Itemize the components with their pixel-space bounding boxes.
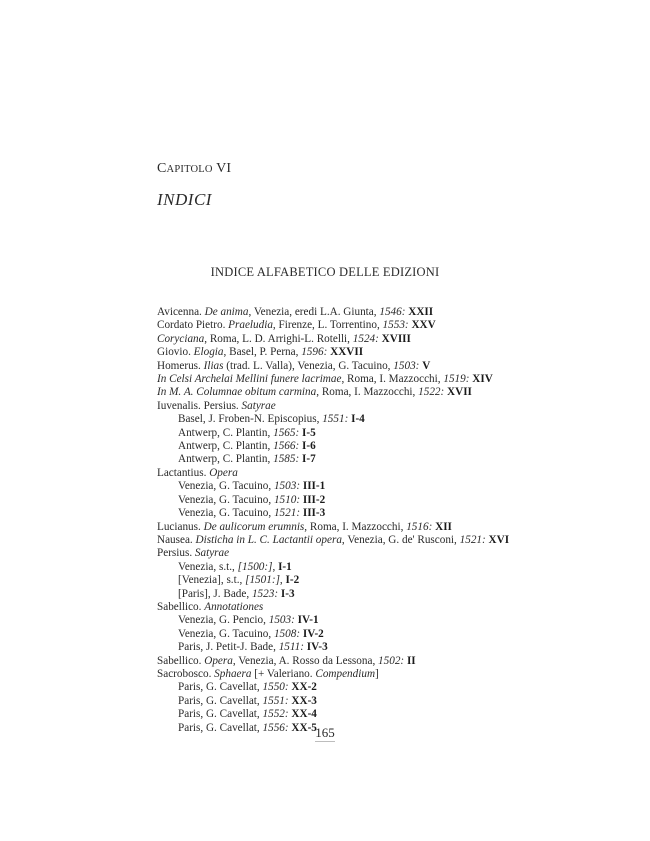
italic-text: 1553:: [382, 319, 409, 332]
entry-text: Venezia, G. Pencio,: [178, 614, 269, 627]
italic-text: 1511:: [278, 641, 304, 654]
italic-text: 1550:: [262, 681, 289, 694]
italic-text: 1566:: [273, 440, 300, 453]
italic-text: In Celsi Archelai Mellini funere lacrimae: [157, 373, 342, 386]
chapter-title: INDICI: [157, 190, 212, 209]
catalog-reference: XVII: [447, 386, 472, 399]
index-entry: [157, 360, 497, 373]
italic-text: De aulicorum erumnis: [203, 520, 305, 533]
entry-text: (trad. L. Valla), Venezia, G. Tacuino,: [223, 359, 394, 372]
catalog-reference: I-3: [280, 587, 295, 600]
index-entry: [157, 533, 510, 547]
italic-text: 1503:: [273, 480, 301, 493]
catalog-reference: III-2: [302, 493, 326, 506]
index-entry: [157, 386, 497, 399]
italic-text: 1516:: [406, 520, 433, 533]
catalog-reference: XIV: [472, 373, 493, 386]
index-subentry: [157, 628, 497, 641]
catalog-reference: II: [406, 654, 416, 667]
index-subentry: [157, 440, 497, 453]
catalog-reference: XXV: [411, 319, 436, 332]
italic-text: De anima: [204, 306, 249, 318]
index-entry: [157, 668, 497, 681]
index-entry: [157, 601, 497, 614]
index-entry: [157, 521, 497, 534]
entry-text: Homerus.: [157, 359, 204, 372]
entry-text: [+ Valeriano.: [251, 667, 316, 680]
section-title: INDICE ALFABETICO DELLE EDIZIONI: [210, 265, 440, 279]
entry-text: Venezia, G. Tacuino,: [178, 627, 274, 640]
page-number-text: 165: [315, 725, 335, 740]
italic-text: 1523:: [251, 587, 279, 600]
entry-text: , Roma, I. Mazzocchi,: [341, 373, 444, 386]
italic-text: Compendium: [315, 667, 376, 680]
catalog-reference: XX-4: [291, 708, 317, 721]
index-subentry: [157, 708, 497, 721]
catalog-reference: I-1: [278, 560, 292, 573]
index-subentry: [157, 507, 497, 520]
entry-text: , Roma, I. Mazzocchi,: [316, 386, 419, 399]
catalog-reference: XXVII: [330, 346, 364, 359]
entry-text: ,: [272, 560, 279, 573]
entry-text: Antwerp, C. Plantin,: [178, 453, 274, 466]
index-entry: [157, 319, 497, 332]
italic-text: 1503:: [393, 359, 420, 372]
index-subentry: [157, 561, 497, 574]
entry-text: Lucianus.: [157, 520, 204, 533]
entry-text: , Roma, L. D. Arrighi-L. Rotelli,: [204, 332, 353, 345]
entry-text: Sabellico.: [157, 600, 205, 613]
italic-text: 1508:: [273, 627, 301, 640]
index-entry: [157, 306, 497, 319]
index-entry: [157, 547, 497, 560]
italic-text: [1500:]: [237, 560, 273, 573]
italic-text: 1502:: [378, 654, 405, 667]
entry-text: ,: [279, 574, 286, 587]
page-number: [0, 725, 650, 741]
italic-text: 1596:: [301, 346, 328, 359]
entry-text: Paris, G. Cavellat,: [178, 694, 263, 707]
italic-text: 1552:: [262, 708, 289, 721]
entry-text: Venezia, G. Tacuino,: [178, 480, 274, 493]
italic-text: Coryciana: [157, 332, 205, 345]
index-subentry: [157, 695, 497, 708]
entry-text: , Basel, P. Perna,: [223, 346, 302, 359]
catalog-reference: I-4: [351, 413, 365, 426]
entry-text: [Venezia], s.t.,: [178, 574, 246, 587]
catalog-reference: IV-1: [297, 614, 319, 627]
index-entry: [157, 400, 497, 413]
index-subentry: [157, 614, 497, 627]
entry-text: Paris, J. Petit-J. Bade,: [178, 641, 279, 654]
entry-text: ]: [375, 667, 379, 680]
italic-text: Elogia: [193, 346, 224, 359]
index-subentry: [157, 641, 497, 654]
index-entry: [157, 333, 497, 346]
catalog-reference: III-1: [302, 480, 326, 493]
italic-text: 1521:: [273, 507, 301, 520]
index-entry: [157, 655, 497, 668]
entry-text: [Paris], J. Bade,: [178, 587, 252, 600]
entry-text: Persius.: [157, 547, 195, 560]
italic-text: Praeludia: [228, 319, 273, 332]
italic-text: 1551:: [322, 413, 349, 426]
index-subentry: [157, 453, 497, 466]
index-subentry: [157, 494, 497, 507]
catalog-reference: XX-5: [291, 721, 317, 734]
italic-text: 1519:: [443, 373, 470, 386]
entry-text: Antwerp, C. Plantin,: [178, 440, 274, 453]
chapter-label-initial: C: [157, 161, 167, 176]
index-entry: [157, 373, 497, 386]
catalog-reference: XII: [435, 520, 452, 533]
entry-text: , Venezia, eredi L.A. Giunta,: [248, 306, 380, 318]
catalog-reference: XX-2: [291, 681, 317, 694]
index-subentry: [157, 427, 497, 440]
chapter-heading: [157, 161, 231, 177]
italic-text: 1503:: [268, 614, 295, 627]
italic-text: 1521:: [459, 533, 486, 546]
catalog-reference: XVI: [488, 533, 510, 546]
catalog-reference: III-3: [302, 507, 326, 520]
entry-text: Basel, J. Froben-N. Episcopius,: [178, 413, 323, 426]
entry-text: , Venezia, G. de' Rusconi,: [341, 533, 460, 546]
index-subentry: [157, 574, 497, 587]
italic-text: Disticha in L. C. Lactantii opera: [195, 533, 342, 546]
index-subentry: [157, 413, 497, 426]
entry-text: , Firenze, L. Torrentino,: [272, 319, 383, 332]
entry-text: Venezia, G. Tacuino,: [178, 493, 274, 506]
entry-text: Nausea.: [157, 533, 196, 546]
index-entry: [157, 346, 497, 359]
italic-text: Satyrae: [194, 547, 230, 560]
index-subentry: [157, 681, 497, 694]
index-list: [157, 306, 510, 735]
entry-text: Sacrobosco.: [157, 667, 215, 680]
entry-text: Venezia, G. Tacuino,: [178, 507, 274, 520]
chapter-number: VI: [216, 161, 232, 176]
italic-text: Annotationes: [204, 600, 264, 613]
entry-text: Paris, G. Cavellat,: [178, 721, 263, 734]
catalog-reference: XXII: [408, 306, 434, 318]
italic-text: Sphaera: [214, 667, 252, 680]
entry-text: Giovio.: [157, 346, 194, 359]
catalog-reference: I-6: [302, 440, 316, 453]
index-subentry: [157, 480, 497, 493]
entry-text: Antwerp, C. Plantin,: [178, 426, 274, 439]
italic-text: Opera: [209, 466, 238, 479]
italic-text: Opera: [204, 654, 233, 667]
catalog-reference: XX-3: [291, 694, 317, 707]
catalog-reference: IV-2: [302, 627, 324, 640]
italic-text: 1585:: [273, 453, 300, 466]
italic-text: 1522:: [418, 386, 445, 399]
italic-text: In M. A. Columnae obitum carmina: [157, 386, 317, 399]
catalog-reference: V: [422, 359, 431, 372]
italic-text: 1556:: [262, 721, 289, 734]
catalog-reference: I-5: [302, 426, 316, 439]
chapter-label-smallcaps: APITOLO: [166, 164, 213, 175]
italic-text: [1501:]: [245, 574, 280, 587]
catalog-reference: I-7: [302, 453, 316, 466]
entry-text: Venezia, s.t.,: [178, 560, 238, 573]
italic-text: 1546:: [379, 306, 406, 318]
entry-text: Lactantius.: [157, 466, 210, 479]
italic-text: 1510:: [273, 493, 301, 506]
italic-text: 1565:: [273, 426, 300, 439]
italic-text: Satyrae: [241, 399, 276, 412]
catalog-reference: IV-3: [306, 641, 328, 654]
entry-text: Avicenna.: [157, 306, 205, 318]
index-subentry: [157, 588, 497, 601]
entry-text: Cordato Pietro.: [157, 319, 229, 332]
entry-text: , Venezia, A. Rosso da Lessona,: [232, 654, 379, 667]
catalog-reference: XVIII: [381, 332, 411, 345]
entry-text: Iuvenalis. Persius.: [157, 399, 242, 412]
entry-text: Sabellico.: [157, 654, 205, 667]
italic-text: 1551:: [262, 694, 289, 707]
index-entry: [157, 467, 497, 480]
entry-text: Paris, G. Cavellat,: [178, 708, 263, 721]
entry-text: , Roma, I. Mazzocchi,: [304, 520, 407, 533]
entry-text: Paris, G. Cavellat,: [178, 681, 263, 694]
italic-text: 1524:: [352, 332, 379, 345]
catalog-reference: I-2: [285, 574, 300, 587]
italic-text: Ilias: [203, 359, 224, 372]
